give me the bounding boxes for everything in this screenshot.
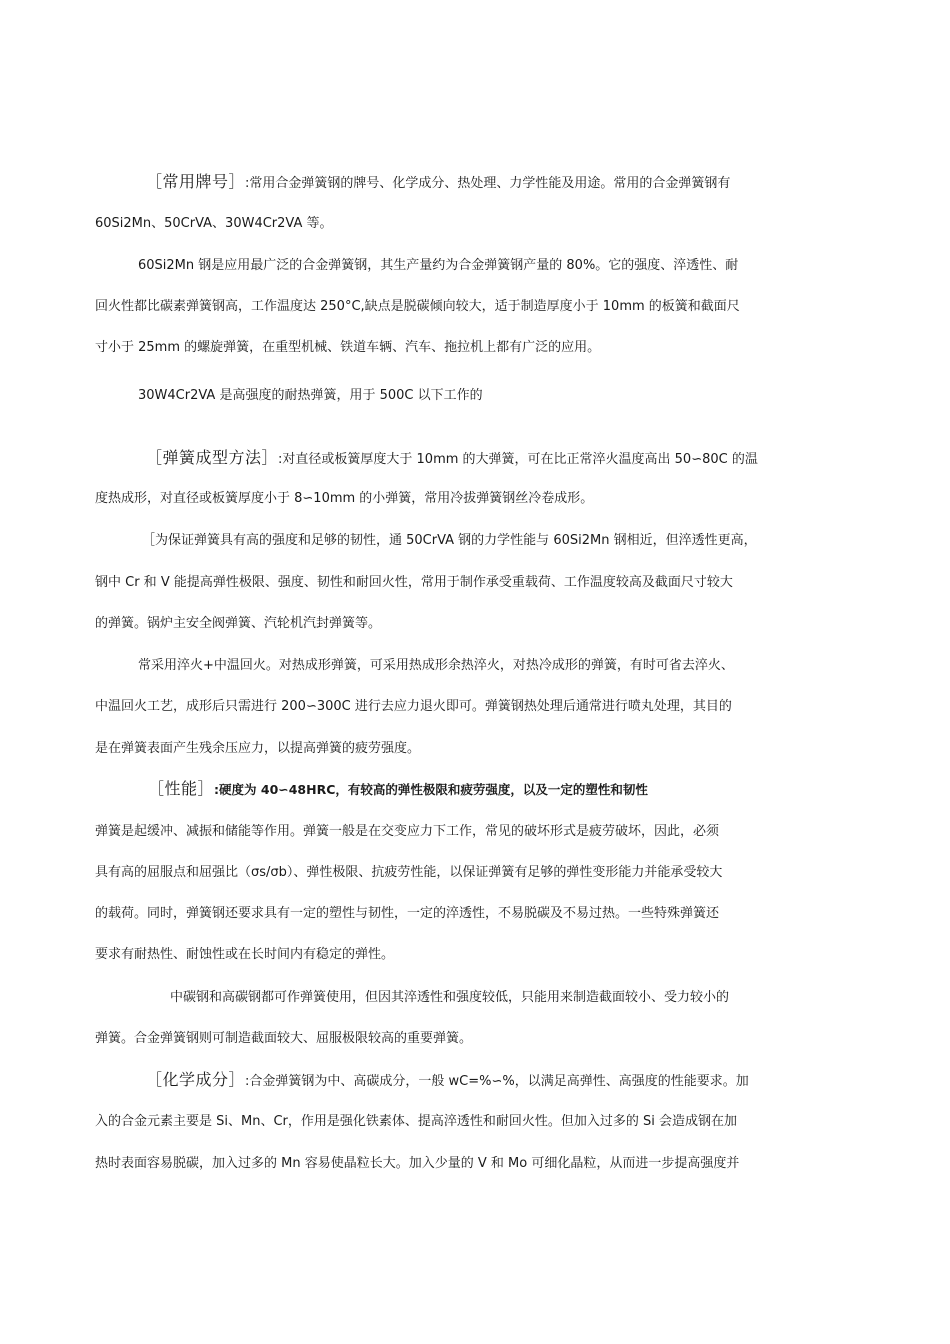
p2-line-3: 寸小于 25mm 的螺旋弹簧，在重型机械、铁道车辆、汽车、拖拉机上都有广泛的应用。	[95, 340, 601, 355]
sec1-line-2: 60Si2Mn、50CrVA、30W4Cr2VA 等。	[95, 216, 333, 231]
sec1-heading: ［常用牌号］	[146, 172, 246, 191]
p5-line-3: 的弹簧。锅炉主安全阀弹簧、汽轮机汽封弹簧等。	[95, 616, 382, 631]
sec3-heading: ［性能］	[148, 779, 215, 798]
sec2-line-1	[146, 450, 758, 468]
sec4-line-2: 入的合金元素主要是 Si、Mn、Cr，作用是强化铁素体、提高淬透性和耐回火性。但加入过多的 Si 会造成钢在加	[95, 1114, 738, 1129]
p9-line-2: 弹簧。合金弹簧钢则可制造截面较大、屈服极限较高的重要弹簧。	[95, 1031, 473, 1046]
p2-line-2: 回火性都比碳素弹簧钢高，工作温度达 250°C,缺点是脱碳倾向较大，适于制造厚度小于 10mm 的板簧和截面尺	[95, 299, 740, 314]
sec2-text-1: :对直径或板簧厚度大于 10mm 的大弹簧，可在比正常淬火温度高出 50∽80C 的温	[278, 452, 758, 467]
sec1-text-1: :常用合金弹簧钢的牌号、化学成分、热处理、力学性能及用途。常用的合金弹簧钢有	[245, 176, 731, 191]
p8-line-1: 弹簧是起缓冲、减振和储能等作用。弹簧一般是在交变应力下工作，常见的破坏形式是疲劳破坏，因此，必须	[95, 824, 720, 839]
sec3-text-1: :硬度为 40∽48HRC，有较高的弹性极限和疲劳强度，以及一定的塑性和韧性	[214, 782, 648, 797]
p8-line-3: 的载荷。同时，弹簧钢还要求具有一定的塑性与韧性，一定的淬透性，不易脱碳及不易过热。一些特殊弹簧还	[95, 906, 720, 921]
p8-line-4: 要求有耐热性、耐蚀性或在长时间内有稳定的弹性。	[95, 947, 395, 962]
p6-line-1: 常采用淬火+中温回火。对热成形弹簧，可采用热成形余热淬火，对热冷成形的弹簧，有时可省去淬火、	[138, 658, 734, 673]
sec4-line-1	[146, 1072, 749, 1090]
p3-line-1: 30W4Cr2VA 是高强度的耐热弹簧，用于 500C 以下工作的	[138, 388, 483, 403]
sec1-line-1	[146, 174, 730, 192]
p5-line-1: ［为保证弹簧具有高的强度和足够的韧性，通 50CrVA 钢的力学性能与 60Si2Mn 钢相近，但淬透性更高，	[142, 533, 757, 548]
sec4-line-3: 热时表面容易脱碳，加入过多的 Mn 容易使晶粒长大。加入少量的 V 和 Mo 可细化晶粒，从而进一步提高强度并	[95, 1156, 740, 1171]
sec2-line-2: 度热成形，对直径或板簧厚度小于 8∽10mm 的小弹簧，常用冷拔弹簧钢丝冷卷成形。	[95, 491, 594, 506]
p9-line-1: 中碳钢和高碳钢都可作弹簧使用，但因其淬透性和强度较低，只能用来制造截面较小、受力较小的	[170, 990, 730, 1005]
sec3-line-1	[148, 781, 648, 799]
sec4-heading: ［化学成分］	[146, 1070, 246, 1089]
p6-line-3: 是在弹簧表面产生残余压应力，以提高弹簧的疲劳强度。	[95, 741, 421, 756]
sec4-text-1: :合金弹簧钢为中、高碳成分，一般 wC=%∽%，以满足高弹性、高强度的性能要求。加	[245, 1074, 749, 1089]
p6-line-2: 中温回火工艺，成形后只需进行 200∽300C 进行去应力退火即可。弹簧钢热处理后通常进行喷丸处理，其目的	[95, 699, 732, 714]
p2-line-1: 60Si2Mn 钢是应用最广泛的合金弹簧钢，其生产量约为合金弹簧钢产量的 80%。它的强度、淬透性、耐	[138, 258, 739, 273]
p5-line-2: 钢中 Cr 和 V 能提高弹性极限、强度、韧性和耐回火性，常用于制作承受重载荷、工作温度较高及截面尺寸较大	[95, 575, 733, 590]
sec2-heading: ［弹簧成型方法］	[146, 448, 279, 467]
p8-line-2: 具有高的屈服点和屈强比（σs/σb）、弹性极限、抗疲劳性能，以保证弹簧有足够的弹性变形能力并能承受较大	[95, 865, 723, 880]
